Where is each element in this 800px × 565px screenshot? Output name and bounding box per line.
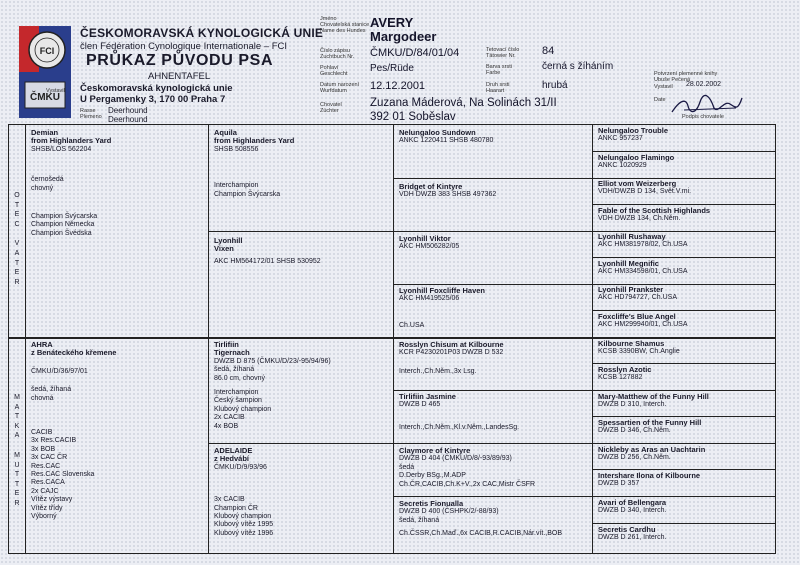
g4-reg: VDH DWZB 134, Ch.Něm. [598, 215, 681, 223]
g4-name: Mary-Matthew of the Funny Hill [598, 392, 709, 401]
g3-reg: KCR P4230201P03 DWZB D 532 [399, 349, 504, 357]
dam-dam-title: Klubový champion [214, 513, 272, 521]
g3-note: Interch.,Ch.Něm.,Kl.v.Něm.,LandesSg. [399, 423, 520, 431]
g4-name: Nelungaloo Flamingo [598, 153, 675, 162]
dam-title: Výborný [31, 513, 57, 521]
g3-note: Ch.ČR,CACIB,Ch.K+V.,2x CAC,Mistr ČSFR [399, 480, 536, 488]
g4-name: Secretis Cardhu [598, 525, 656, 534]
dam-cell [31, 341, 206, 522]
dam-dam-kennel: z Hedvábí [214, 454, 250, 464]
issued-label: Vystavil [654, 84, 673, 90]
g3-reg: AKC HM419525/06 [399, 295, 460, 303]
g3-cell [399, 341, 589, 376]
g4-cell [598, 340, 774, 357]
mother-side-label: M A T K A M U T T E R [14, 394, 20, 507]
g4-cell [598, 260, 774, 277]
g4-reg: DWZB D 310, Interch. [598, 401, 667, 409]
g3-cell [399, 129, 589, 146]
g3-name: Secretis Fionualla [399, 499, 464, 508]
issued-date: 28.02.2002 [686, 81, 722, 88]
signature-image [670, 94, 744, 116]
dam-sire-title: Klubový champion [214, 405, 272, 413]
sire-sire-name: Aquila [214, 128, 237, 137]
dam-title: 3x CAC ČR [31, 454, 68, 462]
sire-sire-title: Champion Švýcarska [214, 190, 281, 198]
g4-cell [598, 393, 774, 410]
color-label: Barva srsti Farbe [486, 64, 512, 76]
g3-reg: DWZB D 404 (ČMKU/D/8/-93/89/93) [399, 455, 512, 463]
father-side-label: O T E C V A T E R [14, 192, 20, 286]
tattoo: 84 [542, 45, 555, 57]
signature-label: Podpis chovatele [682, 114, 724, 120]
g3-name: Lyonhill Foxcliffe Haven [399, 286, 485, 295]
dam-dam-title: 3x CACIB [214, 496, 245, 504]
dam-color: šedá, žíhaná [31, 386, 72, 394]
breed-value-1: Deerhound [108, 106, 148, 115]
pedigree-table [8, 124, 776, 554]
g4-cell [598, 366, 774, 383]
sire-kennel: from Highlanders Yard [31, 136, 112, 146]
issuer-label: Vystavil [46, 88, 65, 94]
sire-dam-reg: AKC HM564172/01 SHSB 530952 [214, 257, 321, 265]
g4-name: Avari of Bellengara [598, 498, 667, 507]
g4-reg: AKC HM334598/01, Ch.USA [598, 268, 688, 276]
tattoo-label: Tetovací číslo Tätowier Nr. [486, 47, 520, 59]
dam-status: chovná [31, 394, 54, 402]
dam-reg: ČMKU/D/36/97/01 [31, 367, 88, 375]
sire-dam-kennel: Vixen [214, 244, 234, 254]
sire-sire-kennel: from Highlanders Yard [214, 136, 295, 146]
g4-cell [598, 180, 774, 197]
sire-name: Demian [31, 128, 59, 137]
g4-reg: AKC HD794727, Ch.USA [598, 294, 677, 302]
dam-title: 3x Res.CACIB [31, 437, 77, 445]
logo-bottom-text: ČMKU [30, 92, 60, 103]
g4-name: Kilbourne Shamus [598, 339, 665, 348]
breed-value-2: Deerhound [108, 115, 148, 124]
g4-reg: VDH/DWZB D 134, Svět.V.mi. [598, 188, 692, 196]
g3-note: D.Derby BSg.,M.ADP [399, 472, 466, 480]
g4-name: Fable of the Scottish Highlands [598, 206, 711, 215]
g4-cell [598, 313, 774, 330]
g3-name: Rosslyn Chisum at Kilbourne [399, 340, 504, 349]
issuer: Českomoravská kynologická unie [80, 83, 233, 94]
g4-cell [598, 499, 774, 516]
sire-title: Champion Německa [31, 221, 95, 229]
fci-logo [19, 26, 71, 118]
g3-name: Nelungaloo Sundown [399, 128, 476, 137]
dam-title: Vítěz třídy [31, 504, 63, 512]
g4-name: Foxcliffe's Blue Angel [598, 312, 676, 321]
sire-reg: SHSB/LOS 562204 [31, 145, 92, 153]
g3-reg: ANKC 1220411 SHSB 480780 [399, 137, 494, 145]
cert-label: Potvrzení plemenné knihy Ubuše Pečená [654, 71, 718, 83]
dog-name: Margodeer [370, 29, 437, 44]
g3-reg: VDH DWZB 383 SHSB 497362 [399, 191, 497, 199]
g3-reg: DWZB D 465 [399, 401, 441, 409]
g4-cell [598, 472, 774, 489]
g4-reg: AKC HM381978/02, Ch.USA [598, 241, 688, 249]
stud-label: Číslo zápisu Zuchtbuch Nr. [320, 48, 355, 60]
g4-reg: ANKC 957237 [598, 135, 643, 143]
date-label: Date [654, 97, 666, 103]
dam-dam-title: Klubový vítěz 1995 [214, 521, 274, 529]
org-title: ČESKOMORAVSKÁ KYNOLOGICKÁ UNIE [80, 26, 324, 40]
dam-dam-title: Klubový vítěz 1996 [214, 529, 274, 537]
g3-note: Ch.ČSSR,Ch.Maď.,6x CACIB,R.CACIB,Nár.vít.,BOB [399, 530, 563, 538]
g4-reg: DWZB D 340, Interch. [598, 507, 667, 515]
g3-cell [399, 235, 589, 252]
g3-name: Claymore of Kintyre [399, 446, 471, 455]
coat: hrubá [542, 80, 568, 91]
sire-title: Champion Švýcarska [31, 213, 98, 221]
g4-reg: DWZB D 256, Ch.Něm. [598, 454, 671, 462]
g4-reg: AKC HM299940/01, Ch.USA [598, 321, 688, 329]
g3-name: Bridget of Kintyre [399, 182, 463, 191]
g4-cell [598, 127, 774, 144]
g4-reg: ANKC 1020929 [598, 162, 647, 170]
g4-name: Lyonhill Rushaway [598, 232, 666, 241]
dam-dam-cell [214, 447, 390, 538]
dam-sire-color: šedá, žíhaná [214, 366, 255, 374]
g3-note: Ch.USA [399, 321, 425, 329]
g4-name: Lyonhill Prankster [598, 285, 664, 294]
g3-color: šedá [399, 463, 415, 471]
dam-name: AHRA [31, 340, 53, 349]
doc-title: PRŮKAZ PŮVODU PSA [86, 52, 274, 69]
dam-title: Vítěz výstavy [31, 496, 73, 504]
dam-sire-kennel: Tigernach [214, 348, 250, 358]
sire-color: černošedá [31, 176, 64, 184]
dam-kennel: z Benáteckého křemene [31, 348, 117, 358]
doc-subtitle: AHNENTAFEL [148, 71, 211, 82]
logo-text: FCI [39, 46, 55, 56]
g4-reg: DWZB D 261, Interch. [598, 534, 667, 542]
stud-number: ČMKU/D/84/01/04 [370, 47, 460, 59]
g3-color: šedá, žíhaná [399, 516, 440, 524]
g3-reg: AKC HM506282/05 [399, 243, 460, 251]
g4-reg: KCSB 3390BW, Ch.Anglie [598, 348, 680, 356]
g3-note: Interch.,Ch.Něm.,3x Lsg. [399, 367, 477, 375]
g3-name: Lyonhill Viktor [399, 234, 451, 243]
g4-name: Nickleby as Aras an Uachtarin [598, 445, 706, 454]
g4-name: Lyonhill Megnific [598, 259, 659, 268]
g4-cell [598, 154, 774, 171]
sire-sire-title: Interchampion [214, 182, 259, 190]
g4-name: Intershare Ilona of Kilbourne [598, 471, 701, 480]
color: černá s žíháním [542, 61, 614, 72]
sire-sire-reg: SHSB 508556 [214, 145, 259, 153]
g4-reg: KCSB 127882 [598, 374, 643, 382]
dam-title: 3x BOB [31, 445, 56, 453]
dam-title: CACIB [31, 429, 53, 437]
dam-title: Res.CAC [31, 462, 61, 470]
kennel-name: AVERY [370, 15, 414, 30]
dam-title: 2x CAJC [31, 487, 59, 495]
dam-sire-title: Český šampion [214, 397, 262, 405]
dam-dam-reg: ČMKU/D/9/93/96 [214, 463, 267, 471]
g4-cell [598, 233, 774, 250]
breeder: Zuzana Máderová, Na Solinách 31/II [370, 97, 557, 109]
org-subtitle: člen Fédération Cynologique Internationale – FCI [80, 41, 288, 52]
sire-cell [31, 129, 206, 238]
breed-label: Rasse Plemeno [80, 108, 102, 120]
dam-sire-reg: DWZB D 875 (ČMKU/D/23/-95/94/96) [214, 357, 331, 365]
sire-dam-name: Lyonhill [214, 236, 243, 245]
g3-cell [399, 183, 589, 200]
breeder-label: Chovatel Züchter [320, 102, 342, 114]
dob-label: Datum narození Wurfdatum [320, 82, 360, 94]
g4-reg: DWZB D 357 [598, 480, 640, 488]
g4-name: Rosslyn Azotic [598, 365, 652, 374]
g4-reg: DWZB D 346, Ch.Něm. [598, 427, 671, 435]
g4-cell [598, 526, 774, 543]
g4-cell [598, 207, 774, 224]
dam-sire-cell [214, 341, 390, 431]
date-of-birth: 12.12.2001 [370, 80, 426, 92]
sex: Pes/Rüde [370, 63, 414, 74]
sire-sire-cell [214, 129, 390, 199]
dam-sire-title: Interchampion [214, 389, 259, 397]
g4-cell [598, 446, 774, 463]
g4-name: Elliot vom Weizerberg [598, 179, 677, 188]
g3-cell [399, 393, 589, 432]
dam-sire-name: Tirlifiin [214, 340, 239, 349]
dam-dam-name: ADELAIDE [214, 446, 253, 455]
dam-title: Res.CACA [31, 479, 65, 487]
dam-sire-title: 4x BOB [214, 422, 239, 430]
g4-cell [598, 419, 774, 436]
coat-label: Druh srsti Haarart [486, 82, 510, 94]
g3-cell [399, 287, 589, 330]
dam-title: Res.CAC Slovenska [31, 471, 95, 479]
g3-cell [399, 447, 589, 489]
sex-label: Pohlaví Geschlecht [320, 65, 348, 77]
breeder-city: 392 01 Soběslav [370, 111, 456, 123]
sire-dam-cell [214, 237, 390, 266]
g4-cell [598, 286, 774, 303]
g4-name: Spessartien of the Funny Hill [598, 418, 702, 427]
sire-status: chovný [31, 184, 54, 192]
g3-name: Tirlifiin Jasmine [399, 392, 456, 401]
dam-sire-height: 86.0 cm, chovný [214, 374, 265, 382]
dam-dam-title: Champion ČR [214, 504, 258, 512]
issuer-address: U Pergamenky 3, 170 00 Praha 7 [80, 94, 226, 105]
g3-cell [399, 500, 589, 539]
g4-name: Nelungaloo Trouble [598, 126, 669, 135]
sire-title: Champion Švédska [31, 229, 92, 237]
g3-reg: DWZB D 400 (ČSHPK/2/-88/93) [399, 508, 499, 516]
dam-sire-title: 2x CACIB [214, 414, 245, 422]
kennel-label: Jméno Chovatelská stanice Name des Hundes [320, 16, 370, 34]
